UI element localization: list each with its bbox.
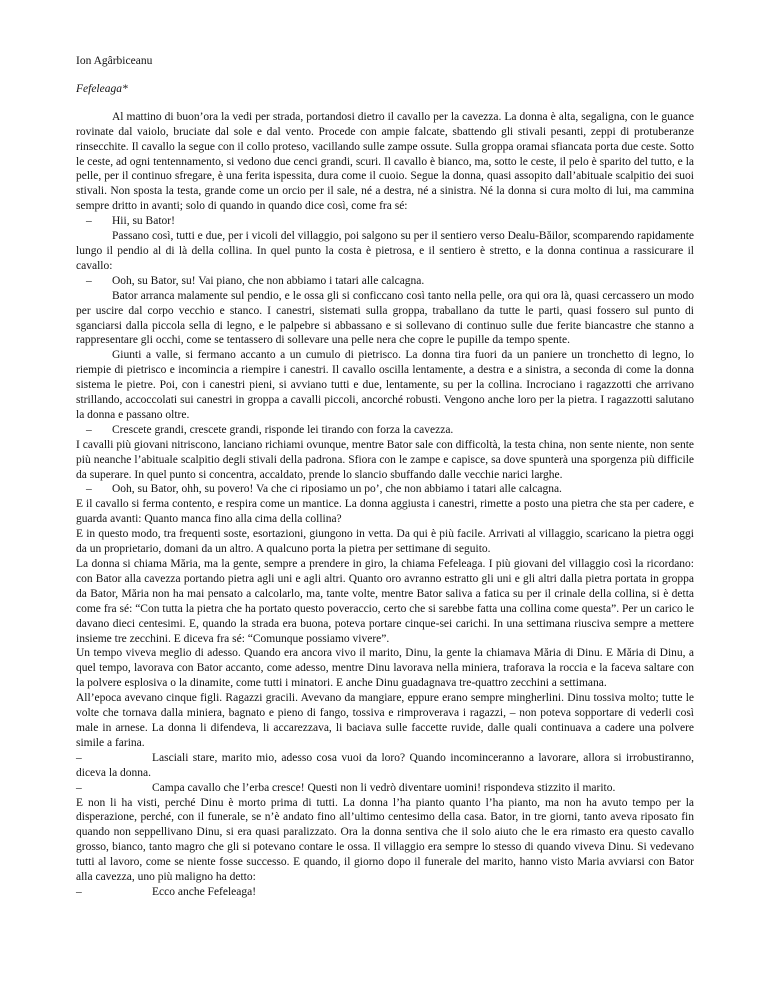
dialogue-dash: – [86,483,92,496]
paragraph-text: Campa cavallo che l’erba cresce! Questi non li vedrò diventare uomini! rispondeva stizzito il marito. [152,781,616,794]
dialogue-dash: – [86,423,92,436]
dialogue-line [76,751,694,781]
paragraph-text: Ooh, su Bator, ohh, su povero! Va che ci riposiamo un po’, che non abbiamo i tatari alle calcagna. [112,483,562,496]
dialogue-line [76,274,694,289]
paragraph-text: Crescete grandi, crescete grandi, risponde lei tirando con forza la cavezza. [112,423,454,436]
narrative-paragraph [76,229,694,274]
paragraph-text: Ooh, su Bator, su! Vai piano, che non abbiamo i tatari alle calcagna. [112,274,425,287]
narrative-paragraph [76,497,694,527]
paragraph-text: Passano così, tutti e due, per i vicoli del villaggio, poi salgono su per il sentiero verso Dealu-Băilor, scomparendo rapidamente lungo il pendio al di là della collina. In quel punto la costa è pietrosa, e il sentiero è stretto, e la donna continua a rassicurare il cavallo: [76,230,694,272]
paragraph-text: E non li ha visti, perché Dinu è morto prima di tutti. La donna l’ha pianto quanto l’ha pianto, ma non ha avuto tempo per la disperazione, perché, con il funerale, se n’è andato fino all’ultimo centesimo della casa. Bator, in tre giorni, tanto aveva riposato fin quando non seppellivano Dinu, si era quasi paralizzato. Ora la donna sentiva che il solo aiuto che le era rimasto era questo cavallo grosso, bianco, tanto magro che gli si potevano contare le ossa. Il villaggio era sempre lo stesso di quando viveva Dinu. Si vedevano tutti al lavoro, come se niente fosse successo. E quando, il giorno dopo il funerale del marito, hanno visto Maria avviarsi con Bator alla cavezza, uno più maligno ha detto: [76,796,694,884]
narrative-paragraph [76,289,694,349]
document-page [76,54,694,900]
paragraph-text: I cavalli più giovani nitriscono, lanciano richiami ovunque, mentre Bator sale con difficoltà, la testa china, non sente niente, non sente più neanche l’abituale scalpitio degli stivali della padrona. Sfiora con le zampe e capisce, sa dove spunterà una sporgenza più difficile da superare. In quel punto si concentra, accaldato, prende lo slancio sbuffando dalle vecchie narici larghe. [76,438,694,481]
paragraph-text: Ecco anche Fefeleaga! [152,885,257,898]
dialogue-dash: – [76,781,82,794]
narrative-paragraph [76,691,694,751]
narrative-paragraph [76,110,694,214]
paragraph-text: Giunti a valle, si fermano accanto a un cumulo di pietrisco. La donna tira fuori da un paniere un tronchetto di legno, lo riempie di pietrisco e incomincia a riempire i canestri. Il cavallo oscilla lentamente, a destra e a sinistra, a seconda di come la donna sistema le pietre. Poi, con i canestri pieni, si avviano tutti e due, lentamente, su per la collina. Incrociano i ragazzotti che arrivano strillando, accoccolati sui canestri in groppa a cavalli piccoli, ancorché robusti. Vengono anche loro per la pietra. I ragazzotti salutano la donna e passano oltre. [76,349,694,421]
paragraph-text: Al mattino di buon’ora la vedi per strada, portandosi dietro il cavallo per la cavezza. La donna è alta, segaligna, con le guance rovinate dal vaiolo, bruciate dal sole e dal vento. Procede con ampie falcate, sbattendo gli stivali pesanti, zeppi di protuberanze rinsecchite. Il cavallo la segue con il collo proteso, vacillando sulle zampe ossute. Sulla groppa oramai sfiancata porta due ceste. Sotto le ceste, ad ogni tentennamento, si vedono due cenci grandi, scuri. Il cavallo è bianco, ma, sotto le ceste, il pelo è sparito del tutto, e la pelle, per il continuo sfregare, è una ferita ispessita, dura come il cuoio. Segue la donna, quasi assopito dall’abituale scalpitio dei suoi stivali. Non sposta la testa, grande come un orcio per il sale, né a destra, né a sinistra. Né la donna si cura molto di lui, ma cammina sempre dritto in avanti; solo di quando in quando dice così, come fra sé: [76,110,694,213]
dialogue-line [76,781,694,796]
narrative-paragraph [76,527,694,557]
dialogue-line [76,423,694,438]
dialogue-dash: – [86,274,92,287]
dialogue-line [76,482,694,497]
paragraph-text: Hii, su Bator! [112,215,175,228]
narrative-paragraph [76,438,694,483]
paragraph-text: E il cavallo si ferma contento, e respira come un mantice. La donna aggiusta i canestri, rimette a posto una pietra che sta per cadere, e guarda avanti: Quanto manca fino alla cima della collina? [76,498,694,526]
story-title: Fefeleaga* [76,82,128,95]
narrative-paragraph [76,348,694,423]
paragraph-text: All’epoca avevano cinque figli. Ragazzi gracili. Avevano da mangiare, eppure erano sempre mingherlini. Dinu tossiva molto; tutte le volte che tornava dalla miniera, bagnato e pieno di fango, tossiva e rimproverava i ragazzi, – non poteva sopportare di vederli così male in arnese. La donna li difendeva, li accarezzava, li baciava sulle faccette ruvide, dalle quali continuava a cadere una polvere simile a farina. [76,692,694,749]
paragraph-text: Lasciali stare, marito mio, adesso cosa vuoi da loro? Quando incominceranno a lavorare, allora si irrobustiranno, diceva la donna. [76,751,694,779]
paragraph-text: La donna si chiama Măria, ma la gente, sempre a prendere in giro, la chiama Fefeleaga. I più giovani del villaggio così la ricordano: con Bator alla cavezza portando pietra agli uni e agli altri. Quanto oro avranno estratto gli uni e gli altri dalla pietra portata in groppa da Bator, Măria non ha mai pensato a calcolarlo, ma, tante volte, mentre Bator saliva a fatica su per il crinale della collina, si è detta come fra sé: “Con tutta la pietra che ha portato questo poveraccio, certo che si sarebbe fatta una collina come questa”. Per un carico le davano dieci centesimi. E, quando la strada era buona, poteva portare cinque-sei carichi. In una settimana riusciva sempre a mettere insieme tre zecchini. E diceva fra sé: “Comunque possiamo vivere”. [76,558,694,645]
dialogue-dash: – [76,885,82,898]
dialogue-line [76,885,694,900]
author-name: Ion Agârbiceanu [76,55,153,67]
paragraph-text: Bator arranca malamente sul pendio, e le ossa gli si conficcano così tanto nella pelle, ora qui ora là, quasi cercassero un modo per uscire dal corpo vecchio e stanco. I canestri, sistemati sulla groppa, traballano da tutte le parti, quasi fossero sul punto di sganciarsi dalla piccola sella di legno, e le palpebre si abbassano e si sollevano di continuo sulle due ferite biancastre che stanno a rappresentare gli occhi, come se tentassero di sollevare una pelle nera che copre le pupille da tempo spente. [76,289,694,347]
dialogue-dash: – [86,215,92,228]
narrative-paragraph [76,796,694,885]
narrative-paragraph [76,646,694,691]
paragraph-text: Un tempo viveva meglio di adesso. Quando era ancora vivo il marito, Dinu, la gente la chiamava Măria di Dinu. E Măria di Dinu, a quel tempo, lavorava con Bator accanto, come adesso, mentre Dinu lavorava nella miniera, traforava la roccia e la faceva saltare con la polvere esplosiva o la dinamite, come tutti i minatori. E anche Dinu guadagnava tre-quattro zecchini a settimana. [76,647,694,690]
paragraph-text: E in questo modo, tra frequenti soste, esortazioni, giungono in vetta. Da qui è più facile. Arrivati al villaggio, scaricano la pietra oggi da un proprietario, domani da un altro. A qualcuno porta la pietra per settimane di seguito. [76,528,694,556]
story-body [76,110,694,900]
narrative-paragraph [76,557,694,646]
dialogue-line [76,214,694,229]
dialogue-dash: – [76,751,82,764]
